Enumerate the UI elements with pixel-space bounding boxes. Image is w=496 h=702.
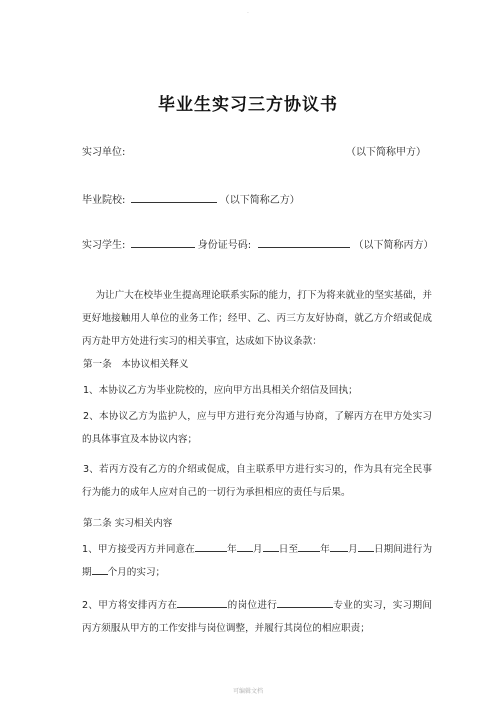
article1-item-3: 3、若丙方没有乙方的介绍或促成，自主联系甲方进行实习的，作为具有完全民事行为能力的成年人应对自己的一切行为承担相应的责任与后果。 — [82, 464, 432, 498]
a2i1-months: 个月的实习； — [107, 567, 166, 578]
student-blank[interactable] — [131, 236, 195, 248]
student-label: 实习学生: — [82, 240, 126, 251]
school-blank[interactable] — [131, 191, 217, 203]
id-label: 身份证号码: — [197, 240, 252, 251]
a2i1-day1: 日至 — [278, 544, 299, 555]
end-month-blank[interactable] — [330, 540, 348, 552]
major-blank[interactable] — [277, 596, 333, 608]
a2i2-text-a: 2、甲方将安排丙方在 — [82, 600, 178, 611]
document-title: 毕业生实习三方协议书 — [158, 95, 338, 115]
article1-heading: 第一条 本协议相关释义 — [82, 359, 189, 370]
a2i1-month1: 月 — [252, 544, 263, 555]
footer-note: 可编辑文档 — [232, 688, 263, 695]
unit-note: （以下简称甲方） — [346, 147, 426, 158]
student-note: （以下简称丙方） — [353, 240, 434, 251]
a2i1-year2: 年 — [320, 544, 330, 555]
a2i2-text-c: 专业的实习，实习期间丙方须服从甲方的工作安排与岗位调整，并履行其岗位的相应职责； — [82, 600, 433, 634]
id-blank[interactable] — [258, 236, 350, 248]
school-note: （以下简称乙方） — [219, 195, 300, 206]
a2i1-text-a: 1、甲方接受丙方并同意在 — [82, 544, 195, 555]
header-dot: . — [247, 8, 249, 15]
article2-item-2 — [82, 594, 432, 640]
field-unit — [82, 146, 432, 160]
school-label: 毕业院校: — [82, 195, 126, 206]
article1-item-2: 2、本协议乙方为监护人，应与甲方进行充分沟通与协商，了解丙方在甲方处实习的具体事宜及本协议内容； — [82, 411, 432, 445]
end-year-blank[interactable] — [298, 540, 320, 552]
unit-label: 实习单位: — [82, 147, 126, 158]
field-school — [82, 191, 432, 208]
position-blank[interactable] — [177, 596, 227, 608]
field-student — [82, 236, 432, 253]
a2i1-day2: 日期间进行为期 — [82, 544, 433, 578]
a2i1-month2: 月 — [348, 544, 358, 555]
intro-paragraph: 为让广大在校毕业生提高理论联系实际的能力，打下为将来就业的坚实基础，并更好地接触用人单位的业务工作；经甲、乙、丙三方友好协商，就乙方介绍或促成丙方赴甲方处进行实习的相关事宜，达成如下协议条款： — [82, 290, 432, 347]
article2-item-1 — [82, 538, 432, 584]
article2-heading: 第二条 实习相关内容 — [82, 518, 173, 529]
a2i1-year1: 年 — [226, 544, 237, 555]
start-day-blank[interactable] — [263, 540, 279, 552]
end-day-blank[interactable] — [358, 540, 374, 552]
a2i2-text-b: 的岗位进行 — [227, 600, 278, 611]
start-month-blank[interactable] — [237, 540, 253, 552]
article1-item-1: 1、本协议乙方为毕业院校的，应向甲方出具相关介绍信及回执； — [82, 385, 358, 396]
start-year-blank[interactable] — [195, 540, 227, 552]
duration-blank[interactable] — [92, 563, 108, 575]
